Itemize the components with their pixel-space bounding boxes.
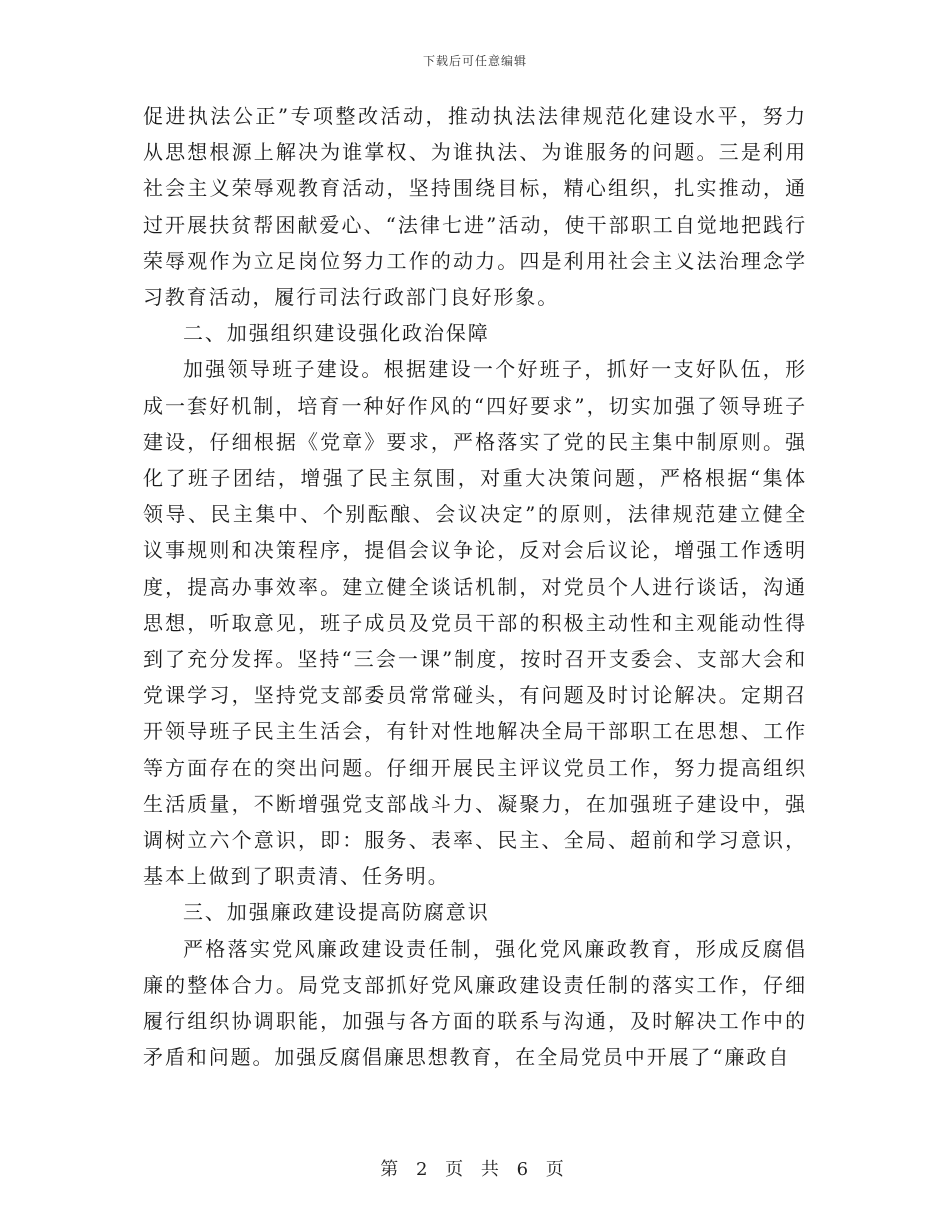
- document-body: [143, 98, 807, 1075]
- page-header: 下载后可任意编辑: [422, 54, 527, 68]
- paragraph-2: 加强领导班子建设。根据建设一个好班子，抓好一支好队伍，形成一套好机制，培育一种好作风的“四好要求”，切实加强了领导班子建设，仔细根据《党章》要求，严格落实了党的民主集中制原则。强化了班子团结，增强了民主氛围，对重大决策问题，严格根据“集体领导、民主集中、个别酝酿、会议决定”的原则，法律规范建立健全议事规则和决策程序，提倡会议争论，反对会后议论，增强工作透明度，提高办事效率。建立健全谈话机制，对党员个人进行谈话，沟通思想，听取意见，班子成员及党员干部的积极主动性和主观能动性得到了充分发挥。坚持“三会一课”制度，按时召开支委会、支部大会和党课学习，坚持党支部委员常常碰头，有问题及时讨论解决。定期召开领导班子民主生活会，有针对性地解决全局干部职工在思想、工作等方面存在的突出问题。仔细开展民主评议党员工作，努力提高组织生活质量，不断增强党支部战斗力、凝聚力，在加强班子建设中，强调树立六个意识，即：服务、表率、民主、全局、超前和学习意识，基本上做到了职责清、任务明。: [143, 357, 807, 889]
- paragraph-3: 严格落实党风廉政建设责任制，强化党风廉政教育，形成反腐倡廉的整体合力。局党支部抓好党风廉政建设责任制的落实工作，仔细履行组织协调职能，加强与各方面的联系与沟通，及时解决工作中的矛盾和问题。加强反腐倡廉思想教育，在全局党员中开展了“廉政自: [143, 936, 807, 1070]
- paragraph-1: 促进执法公正”专项整改活动，推动执法法律规范化建设水平，努力从思想根源上解决为谁掌权、为谁执法、为谁服务的问题。三是利用社会主义荣辱观教育活动，坚持围绕目标，精心组织，扎实推动，通过开展扶贫帮困献爱心、“法律七进”活动，使干部职工自觉地把践行荣辱观作为立足岗位努力工作的动力。四是利用社会主义法治理念学习教育活动，履行司法行政部门良好形象。: [143, 104, 807, 310]
- section-heading-3: 三、加强廉政建设提高防腐意识: [183, 900, 490, 925]
- section-heading-2: 二、加强组织建设强化政治保障: [183, 321, 490, 346]
- page-number: 第 2 页 共 6 页: [380, 1159, 570, 1180]
